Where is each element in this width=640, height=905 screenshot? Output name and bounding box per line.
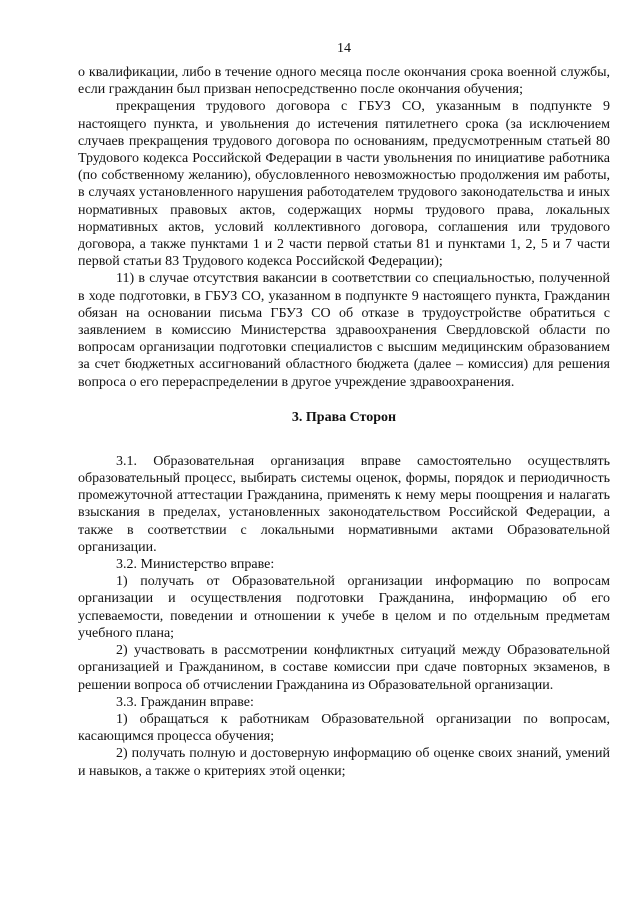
paragraph-contract-termination: прекращения трудового договора с ГБУЗ СО, указанным в подпункте 9 настоящего пункта, и увольнения до истечения пятилетнего срока (за исключением случаев прекращения трудового договора по основаниям, предусмотренным статьей 80 Трудового кодекса Российской Федерации в части увольнения по инициативе работника (по собственному желанию), обусловленного невозможностью продолжения им работы, в случаях установленного нарушения работодателем трудового законодательства и иных нормативных правовых актов, содержащих нормы трудового права, локальных нормативных актов, условий коллективного договора, соглашения или трудового договора, а также пунктами 1 и 2 части первой статьи 81 и пунктами 1, 2, 5 и 7 части первой статьи 83 Трудового кодекса Российской Федерации);: [78, 99, 610, 270]
paragraph-3-2: 3.2. Министерство вправе:: [116, 557, 275, 573]
document-page: [78, 40, 610, 780]
paragraph-3-2-item-2: 2) участвовать в рассмотрении конфликтных ситуаций между Образовательной организацией и Гражданином, в составе комиссии при сдаче повторных экзаменов, в решении вопроса об отчислении Гражданина из Образовательной организации.: [78, 643, 610, 693]
paragraph-3-2-item-1: 1) получать от Образовательной организации информацию по вопросам организации и осуществления подготовки Гражданина, информацию об его успеваемости, поведении и отношении к учебе в целом и по отдельным предметам учебного плана;: [78, 574, 610, 641]
page-number: 14: [337, 41, 351, 56]
paragraph-3-3: 3.3. Гражданин вправе:: [116, 694, 254, 710]
paragraph-continuation: о квалификации, либо в течение одного месяца после окончания срока военной службы, если гражданин был призван непосредственно после окончания обучения;: [78, 65, 610, 98]
paragraph-3-3-item-1: 1) обращаться к работникам Образовательной организации по вопросам, касающимся процесса обучения;: [78, 711, 610, 745]
paragraph-item-11: 11) в случае отсутствия вакансии в соответствии со специальностью, полученной в ходе подготовки, в ГБУЗ СО, указанном в подпункте 9 настоящего пункта, Гражданин обязан на основании письма ГБУЗ СО об отказе в трудоустройстве обратиться с заявлением в комиссию Министерства здравоохранения Свердловской области по вопросам организации подготовки специалистов с высшим медицинским образованием за счет бюджетных ассигнований областного бюджета (далее – комиссия) для решения вопроса о его перераспределении в другое учреждение здравоохранения.: [78, 271, 610, 390]
paragraph-3-1: 3.1. Образовательная организация вправе самостоятельно осуществлять образовательный процесс, выбирать системы оценок, формы, порядок и периодичность промежуточной аттестации Гражданина, применять к нему меры поощрения и налагать взыскания в пределах, установленных законодательством Российской Федерации, а также в соответствии с локальными нормативными актами Образовательной организации.: [78, 453, 610, 555]
paragraph-3-3-item-2: 2) получать полную и достоверную информацию об оценке своих знаний, умений и навыков, а также о критериях этой оценки;: [78, 746, 610, 779]
section-heading: 3. Права Сторон: [291, 409, 397, 425]
